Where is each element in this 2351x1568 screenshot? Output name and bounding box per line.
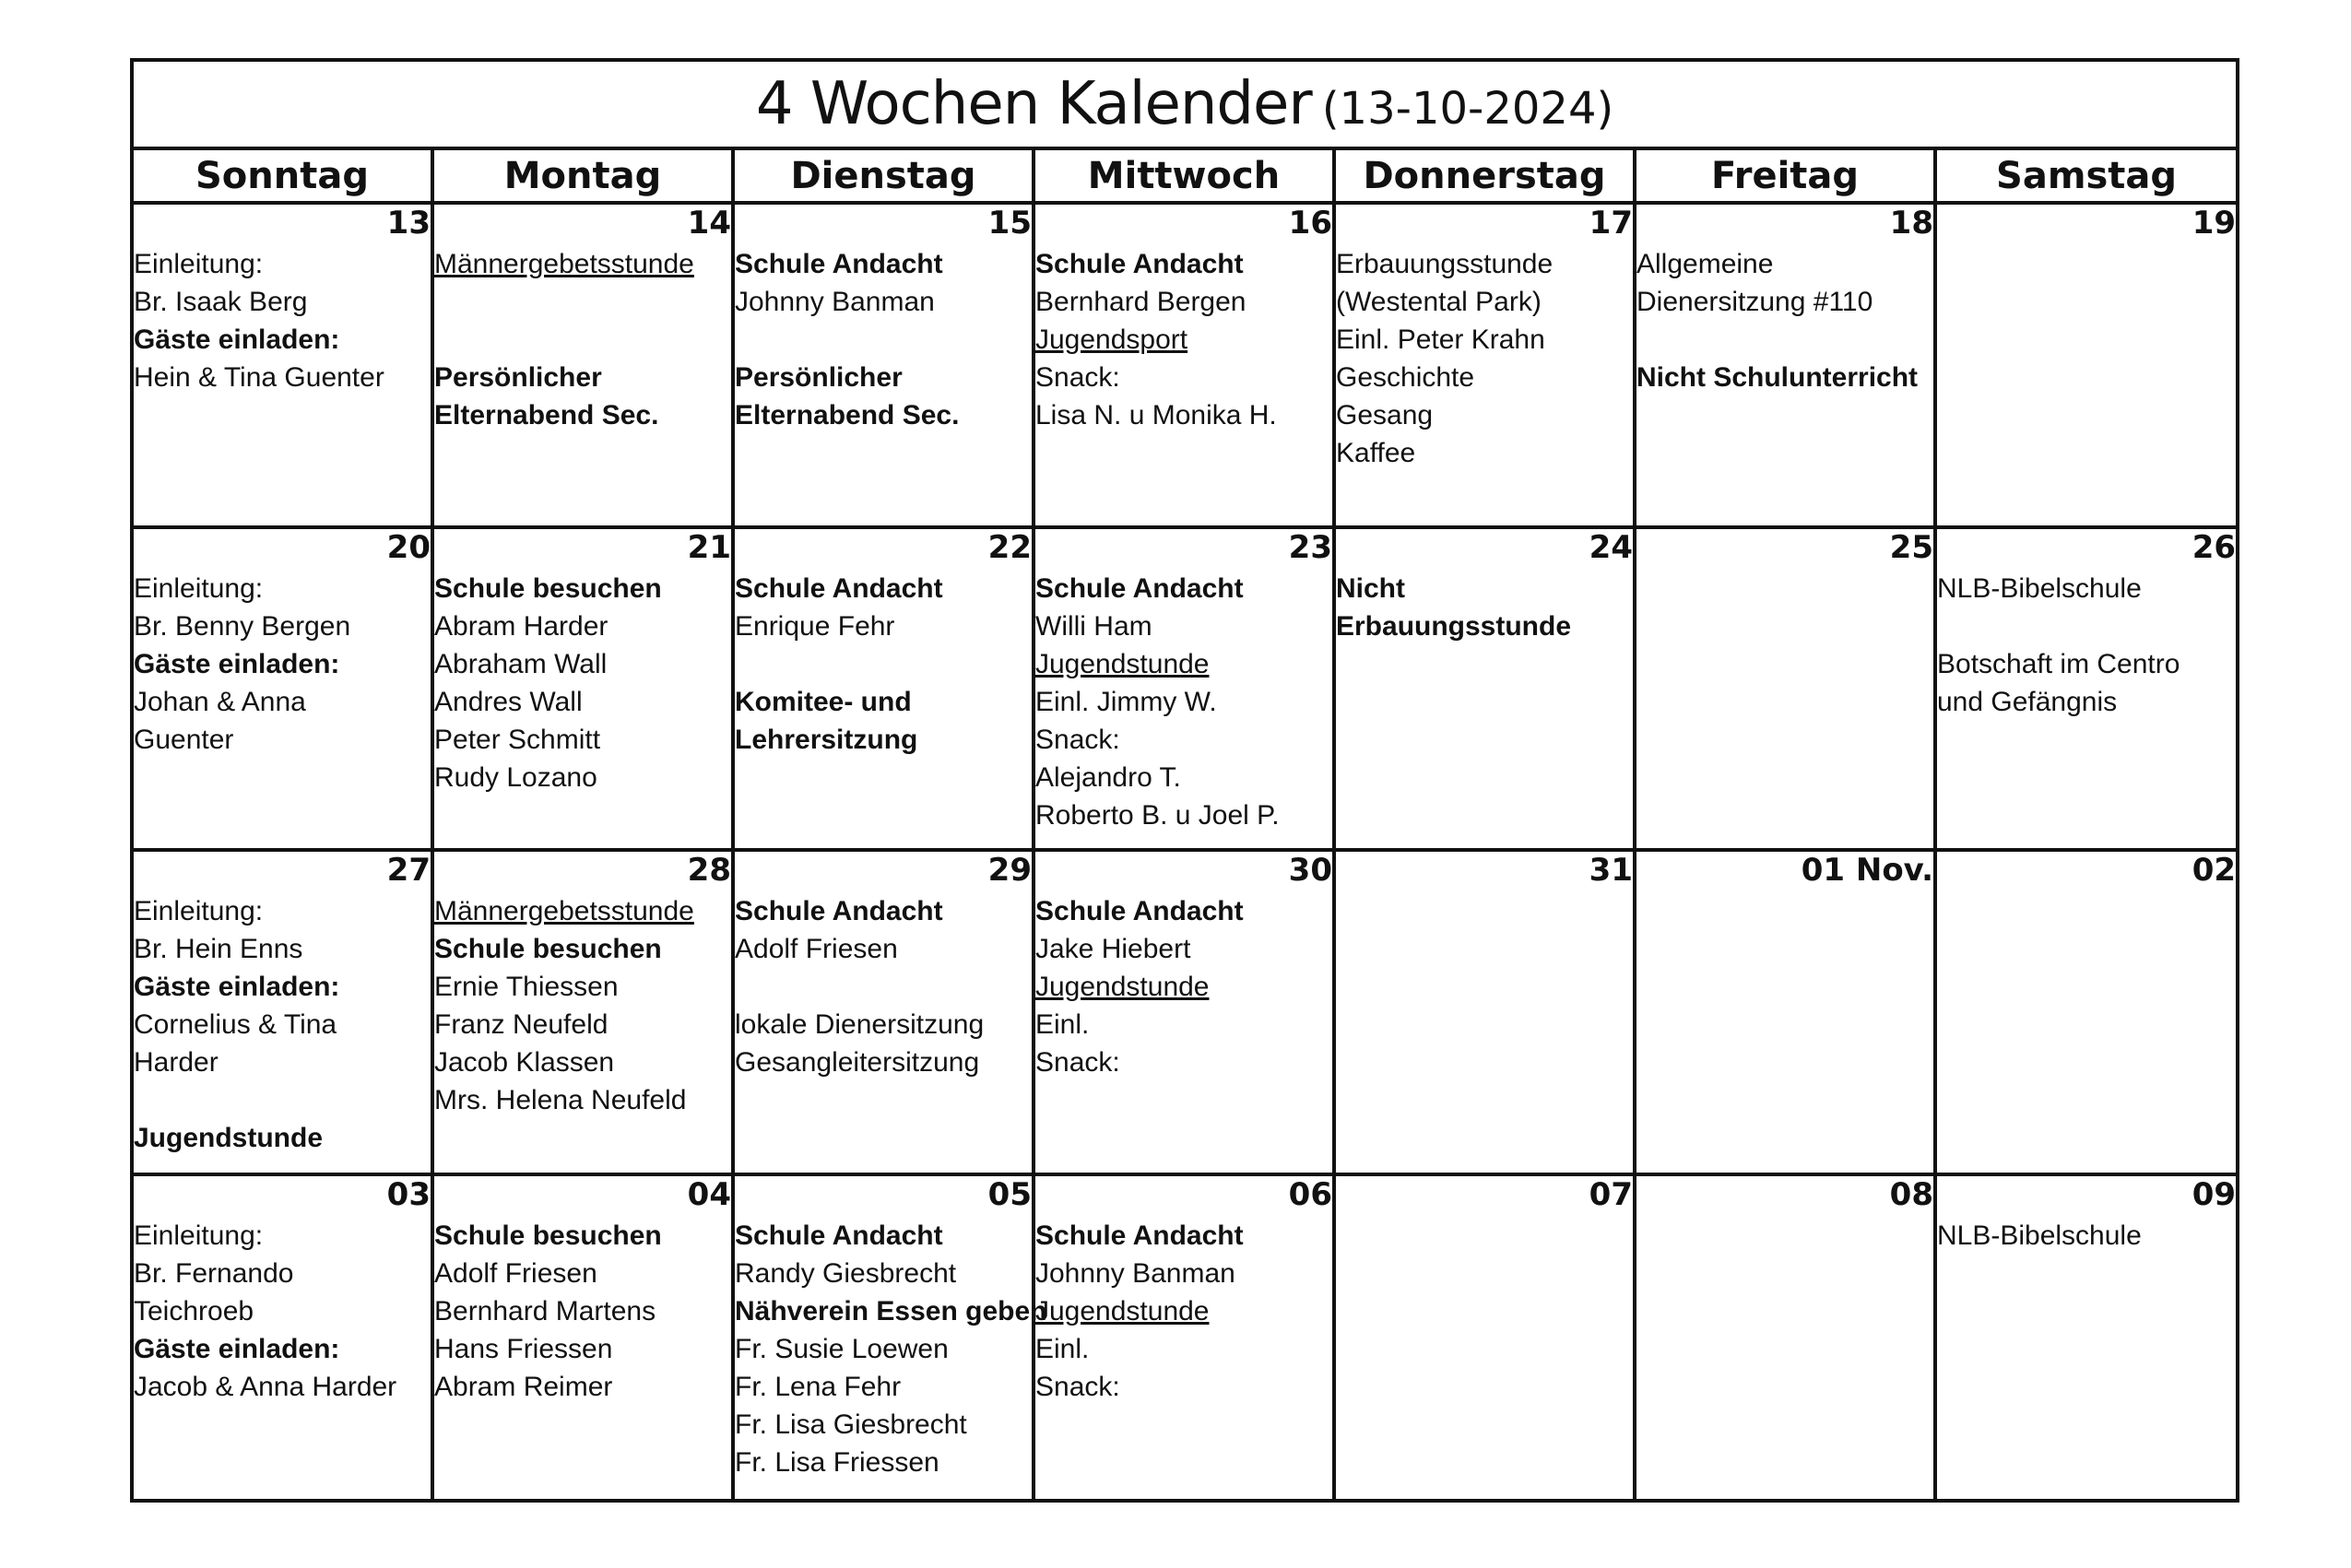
event-line: Elternabend Sec.: [735, 400, 960, 430]
weekday-header: Sonntag: [132, 148, 432, 203]
event-line: Lisa N. u Monika H.: [1035, 400, 1277, 430]
event-line: Einl. Jimmy W.: [1035, 687, 1217, 717]
event-line: Schule Andacht: [735, 249, 943, 279]
day-number: 04: [687, 1176, 731, 1213]
event-line: Hans Friessen: [434, 1334, 613, 1364]
weekday-header: Freitag: [1635, 148, 1935, 203]
day-number: 29: [987, 852, 1032, 889]
day-cell: [1034, 850, 1334, 1174]
day-cell: [432, 203, 733, 527]
event-line: Jugendsport: [1035, 324, 1188, 355]
event-line: Nicht: [1336, 573, 1405, 604]
weekday-header: Montag: [432, 148, 733, 203]
event-line: Kaffee: [1336, 438, 1416, 468]
day-number: 28: [687, 852, 731, 889]
title-date: (13-10-2024): [1321, 83, 1614, 135]
event-line: Gäste einladen:: [134, 1334, 340, 1364]
day-number: 22: [987, 529, 1032, 566]
event-line: Cornelius & Tina: [134, 1009, 337, 1040]
event-line: Abram Harder: [434, 611, 608, 642]
event-line: Schule besuchen: [434, 934, 662, 964]
event-line: Schule Andacht: [735, 1220, 943, 1251]
event-line: Andres Wall: [434, 687, 583, 717]
event-line: Persönlicher: [735, 362, 903, 393]
day-number: 14: [687, 205, 731, 242]
day-cell: [432, 1174, 733, 1501]
day-cell: [1935, 527, 2238, 850]
event-line: Männergebetsstunde: [434, 896, 694, 926]
day-number: 16: [1288, 205, 1332, 242]
blank-line: [1937, 607, 2236, 645]
event-line: Schule Andacht: [1035, 573, 1244, 604]
event-line: lokale Dienersitzung: [735, 1009, 985, 1040]
day-number: 21: [687, 529, 731, 566]
event-line: Br. Benny Bergen: [134, 611, 351, 642]
day-number: 03: [386, 1176, 431, 1213]
blank-line: [1636, 321, 1933, 359]
event-line: Gäste einladen:: [134, 324, 340, 355]
event-line: Franz Neufeld: [434, 1009, 608, 1040]
day-number: 23: [1288, 529, 1332, 566]
event-line: Abram Reimer: [434, 1372, 613, 1402]
day-number: 05: [987, 1176, 1032, 1213]
event-line: Lehrersitzung: [735, 725, 918, 755]
weekday-header: Samstag: [1935, 148, 2238, 203]
day-number: 13: [386, 205, 431, 242]
day-cell: [132, 850, 432, 1174]
day-number: 25: [1889, 529, 1933, 566]
event-line: Fr. Susie Loewen: [735, 1334, 949, 1364]
event-line: Einl.: [1035, 1009, 1090, 1040]
day-number: 02: [2192, 852, 2237, 889]
event-line: Einleitung:: [134, 1220, 264, 1251]
event-line: und Gefängnis: [1937, 687, 2118, 717]
calendar-title: [132, 60, 2238, 148]
day-cell: [1635, 850, 1935, 1174]
blank-line: [735, 968, 1032, 1006]
event-line: Snack:: [1035, 1047, 1120, 1078]
event-line: Hein & Tina Guenter: [134, 362, 384, 393]
event-line: Jugendstunde: [1035, 1296, 1210, 1326]
week-row: [132, 1174, 2238, 1501]
blank-line: [735, 321, 1032, 359]
day-number: 17: [1589, 205, 1633, 242]
day-number: 24: [1589, 529, 1633, 566]
event-line: Mrs. Helena Neufeld: [434, 1085, 687, 1115]
event-line: Einleitung:: [134, 896, 264, 926]
day-number: 18: [1889, 205, 1933, 242]
day-cell: [1334, 850, 1635, 1174]
event-line: Gäste einladen:: [134, 649, 340, 679]
week-row: [132, 203, 2238, 527]
day-cell: [733, 1174, 1047, 1501]
day-number: 31: [1589, 852, 1633, 889]
event-line: Jacob Klassen: [434, 1047, 615, 1078]
event-line: Schule Andacht: [735, 573, 943, 604]
day-cell: [132, 1174, 432, 1501]
event-line: Schule Andacht: [1035, 1220, 1244, 1251]
event-line: Einl. Peter Krahn: [1336, 324, 1545, 355]
day-number: 06: [1288, 1176, 1332, 1213]
event-line: Schule Andacht: [1035, 896, 1244, 926]
weekday-header: Dienstag: [733, 148, 1034, 203]
event-line: Snack:: [1035, 725, 1120, 755]
event-line: Randy Giesbrecht: [735, 1258, 957, 1289]
event-line: Bernhard Bergen: [1035, 287, 1246, 317]
day-cell: [1635, 203, 1935, 527]
day-cell: [1034, 1174, 1334, 1501]
event-line: Botschaft im Centro: [1937, 649, 2180, 679]
event-line: Ernie Thiessen: [434, 972, 619, 1002]
day-number: 26: [2192, 529, 2237, 566]
event-line: Jugendstunde: [1035, 649, 1210, 679]
calendar-table: [130, 58, 2239, 1503]
event-line: Einl.: [1035, 1334, 1090, 1364]
weekday-header: Mittwoch: [1034, 148, 1334, 203]
day-cell: [132, 203, 432, 527]
event-line: Alejandro T.: [1035, 762, 1181, 793]
day-cell: [132, 527, 432, 850]
day-number: 30: [1288, 852, 1332, 889]
day-cell: [1334, 1174, 1635, 1501]
day-cell: [1935, 850, 2238, 1174]
title-main: 4 Wochen Kalender: [755, 70, 1312, 138]
event-line: Willi Ham: [1035, 611, 1152, 642]
day-cell: [1334, 527, 1635, 850]
event-line: Snack:: [1035, 362, 1120, 393]
event-line: Gäste einladen:: [134, 972, 340, 1002]
event-line: Br. Hein Enns: [134, 934, 303, 964]
event-line: Schule besuchen: [434, 573, 662, 604]
event-line: Br. Isaak Berg: [134, 287, 308, 317]
day-number: 08: [1889, 1176, 1933, 1213]
event-line: Allgemeine: [1636, 249, 1774, 279]
week-row: [132, 850, 2238, 1174]
event-line: Rudy Lozano: [434, 762, 597, 793]
day-cell: [733, 527, 1034, 850]
day-number: 27: [386, 852, 431, 889]
day-number: 07: [1589, 1176, 1633, 1213]
event-line: Jacob & Anna Harder: [134, 1372, 397, 1402]
event-line: Gesang: [1336, 400, 1434, 430]
blank-line: [735, 645, 1032, 683]
day-number: 15: [987, 205, 1032, 242]
event-line: NLB-Bibelschule: [1937, 573, 2142, 604]
day-cell: [1034, 527, 1334, 850]
event-line: Fr. Lisa Friessen: [735, 1447, 939, 1478]
event-line: Elternabend Sec.: [434, 400, 659, 430]
day-cell: [1334, 203, 1635, 527]
event-line: Bernhard Martens: [434, 1296, 656, 1326]
day-number: 19: [2192, 205, 2237, 242]
title-row: [132, 60, 2238, 148]
event-line: Adolf Friesen: [735, 934, 898, 964]
event-line: Fr. Lena Fehr: [735, 1372, 902, 1402]
day-cell: [1635, 527, 1935, 850]
event-line: Männergebetsstunde: [434, 249, 694, 279]
event-line: Abraham Wall: [434, 649, 608, 679]
event-line: Jugendstunde: [1035, 972, 1210, 1002]
event-line: Gesangleitersitzung: [735, 1047, 980, 1078]
day-cell: [432, 850, 733, 1174]
event-line: Einleitung:: [134, 249, 264, 279]
day-cell: [1635, 1174, 1935, 1501]
event-line: Erbauungsstunde: [1336, 611, 1572, 642]
weekday-header-row: [132, 148, 2238, 203]
event-line: Harder: [134, 1047, 219, 1078]
blank-line: [434, 321, 731, 359]
event-line: Nicht Schulunterricht: [1636, 362, 1919, 393]
event-line: Snack:: [1035, 1372, 1120, 1402]
event-line: (Westental Park): [1336, 287, 1542, 317]
day-cell: [432, 527, 733, 850]
blank-line: [134, 1081, 431, 1119]
day-number: 20: [386, 529, 431, 566]
day-cell: [1935, 1174, 2238, 1501]
week-row: [132, 527, 2238, 850]
event-line: Teichroeb: [134, 1296, 254, 1326]
event-line: Erbauungsstunde: [1336, 249, 1554, 279]
event-line: Fr. Lisa Giesbrecht: [735, 1409, 967, 1440]
event-line: Schule Andacht: [735, 896, 943, 926]
day-cell: [1935, 203, 2238, 527]
blank-line: [434, 283, 731, 321]
event-line: Persönlicher: [434, 362, 602, 393]
event-line: Br. Fernando: [134, 1258, 294, 1289]
event-line: Schule besuchen: [434, 1220, 662, 1251]
weekday-header: Donnerstag: [1334, 148, 1635, 203]
event-line: NLB-Bibelschule: [1937, 1220, 2142, 1251]
event-line: Jugendstunde: [134, 1123, 324, 1153]
event-line: Dienersitzung #110: [1636, 287, 1873, 317]
day-number: 01 Nov.: [1801, 852, 1933, 889]
event-line: Geschichte: [1336, 362, 1475, 393]
event-line: Johnny Banman: [1035, 1258, 1235, 1289]
event-line: Enrique Fehr: [735, 611, 895, 642]
event-line: Nähverein Essen geben: [735, 1296, 1047, 1326]
event-line: Komitee- und: [735, 687, 912, 717]
event-line: Schule Andacht: [1035, 249, 1244, 279]
day-number: 09: [2192, 1176, 2237, 1213]
day-cell: [733, 850, 1034, 1174]
event-line: Roberto B. u Joel P.: [1035, 800, 1280, 831]
day-cell: [733, 203, 1034, 527]
event-line: Einleitung:: [134, 573, 264, 604]
event-line: Peter Schmitt: [434, 725, 601, 755]
event-line: Jake Hiebert: [1035, 934, 1191, 964]
day-cell: [1034, 203, 1334, 527]
event-line: Johan & Anna: [134, 687, 306, 717]
event-line: Adolf Friesen: [434, 1258, 597, 1289]
event-line: Johnny Banman: [735, 287, 935, 317]
event-line: Guenter: [134, 725, 234, 755]
